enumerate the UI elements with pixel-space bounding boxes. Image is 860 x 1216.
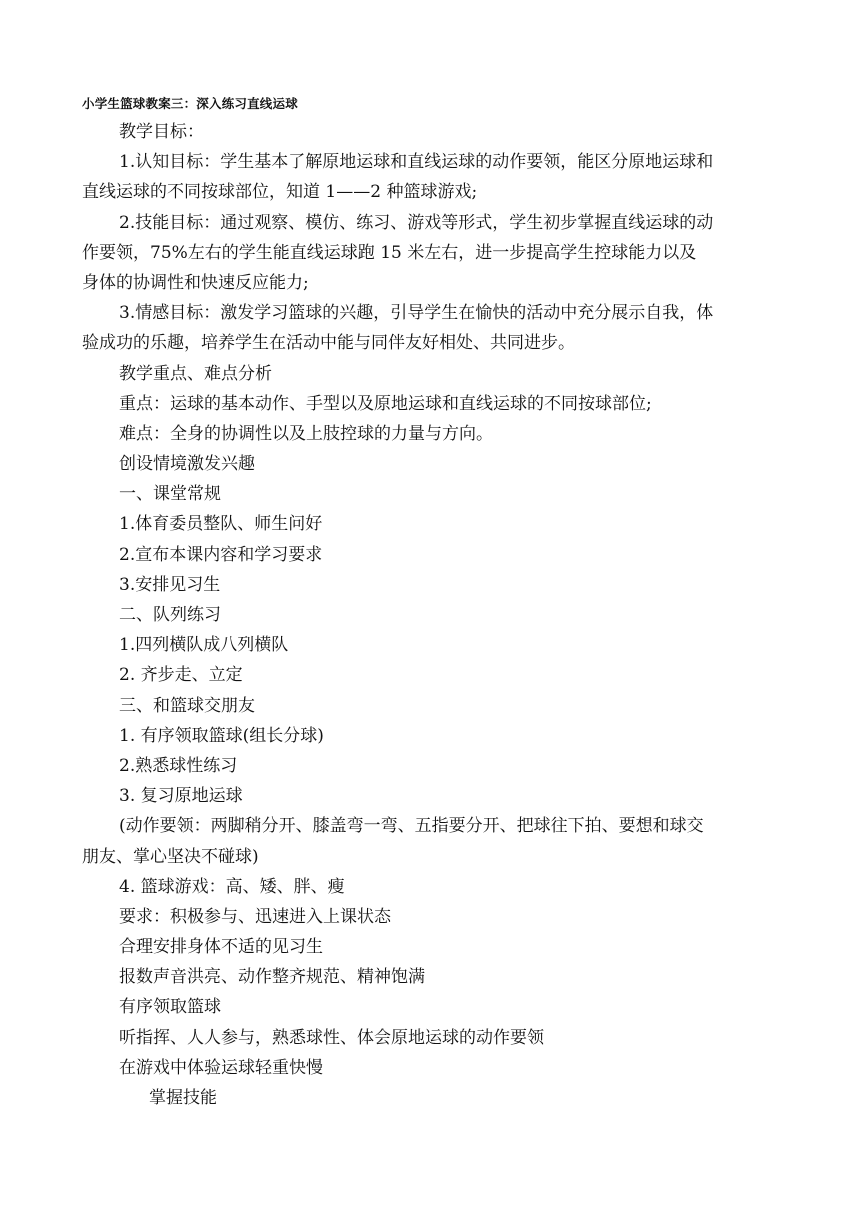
list-item: 2. 齐步走、立定 <box>119 665 243 686</box>
list-item: 2.熟悉球性练习 <box>119 755 238 776</box>
list-heading: 三、和篮球交朋友 <box>119 695 255 716</box>
paragraph-line: 3.情感目标：激发学习篮球的兴趣，引导学生在愉快的活动中充分展示自我，体 <box>119 303 714 324</box>
section-heading-scenario: 创设情境激发兴趣 <box>119 454 255 475</box>
paragraph-line: 要求：积极参与、迅速进入上课状态 <box>119 906 391 927</box>
paragraph-line: 难点：全身的协调性以及上肢控球的力量与方向。 <box>119 423 493 444</box>
paragraph-line: 验成功的乐趣，培养学生在活动中能与同伴友好相处、共同进步。 <box>82 333 575 354</box>
paragraph-line: 在游戏中体验运球轻重快慢 <box>119 1057 323 1078</box>
paragraph-line: 重点：运球的基本动作、手型以及原地运球和直线运球的不同按球部位; <box>119 393 652 414</box>
list-heading: 二、队列练习 <box>119 605 221 625</box>
document-body <box>82 117 782 1113</box>
list-item: 1.四列横队成八列横队 <box>119 635 289 656</box>
list-item: 1. 有序领取篮球(组长分球) <box>119 725 324 746</box>
section-heading-goals: 教学目标： <box>119 122 204 142</box>
paragraph-line: 合理安排身体不适的见习生 <box>119 937 323 958</box>
paragraph-line: 有序领取篮球 <box>119 997 221 1018</box>
paragraph-line: 朋友、掌心坚决不碰球) <box>82 846 259 867</box>
document-title: 小学生篮球教案三：深入练习直线运球 <box>82 96 298 111</box>
paragraph-line: 报数声音洪亮、动作整齐规范、精神饱满 <box>119 967 425 988</box>
list-item: 1.体育委员整队、师生问好 <box>119 514 323 535</box>
paragraph-line: 听指挥、人人参与，熟悉球性、体会原地运球的动作要领 <box>119 1027 544 1048</box>
section-heading-key-points: 教学重点、难点分析 <box>119 363 272 384</box>
section-heading-skills: 掌握技能 <box>149 1088 217 1108</box>
list-item: 2.宣布本课内容和学习要求 <box>119 544 323 565</box>
list-heading: 一、课堂常规 <box>119 484 221 505</box>
list-item: 3.安排见习生 <box>119 574 221 595</box>
paragraph-line: 身体的协调性和快速反应能力; <box>82 272 309 293</box>
list-item: 3. 复习原地运球 <box>119 786 243 807</box>
list-item: 4. 篮球游戏：高、矮、胖、瘦 <box>119 876 345 897</box>
paragraph-line: 2.技能目标：通过观察、模仿、练习、游戏等形式，学生初步掌握直线运球的动 <box>119 212 714 233</box>
paragraph-line: (动作要领：两脚稍分开、膝盖弯一弯、五指要分开、把球往下拍、要想和球交 <box>119 816 704 837</box>
paragraph-line: 作要领，75%左右的学生能直线运球跑 15 米左右，进一步提高学生控球能力以及 <box>82 242 697 263</box>
paragraph-line: 直线运球的不同按球部位，知道 1——2 种篮球游戏; <box>82 182 478 203</box>
paragraph-line: 1.认知目标：学生基本了解原地运球和直线运球的动作要领，能区分原地运球和 <box>119 152 714 173</box>
